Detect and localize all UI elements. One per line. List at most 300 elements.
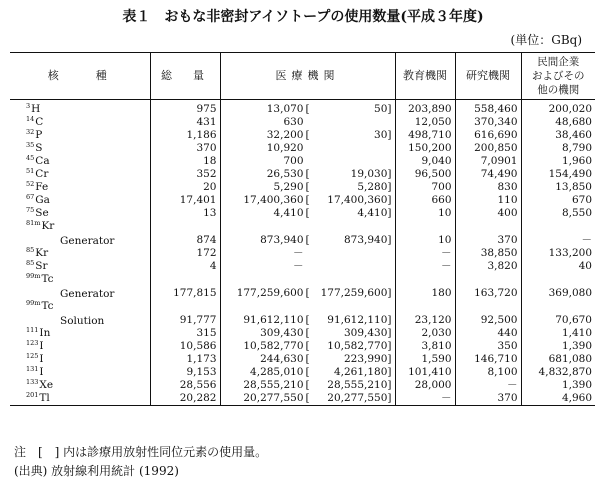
mass-number: 133 [26, 378, 39, 386]
clinical-value-wrap [327, 314, 391, 326]
medical-values [224, 116, 392, 128]
clinical-value-wrap [351, 168, 392, 180]
private-cell: 133,200 [521, 247, 595, 260]
table-header-row [10, 53, 595, 100]
clinical-bracket-inner [306, 327, 392, 339]
header-private-line: 他の機関 [537, 84, 580, 96]
total-cell: 370 [150, 142, 220, 155]
clinical-value: 19,030 [350, 168, 388, 180]
element-symbol: Tl [39, 392, 50, 404]
clinical-value-wrap [327, 379, 391, 391]
clinical-value: 223,990 [343, 353, 388, 365]
bracket-open: [ [305, 168, 310, 180]
clinical-bracket [306, 327, 392, 339]
medical-cell [220, 379, 395, 392]
clinical-value: 309,430 [343, 327, 388, 339]
element-symbol: C [35, 116, 44, 128]
clinical-value: 873,940 [343, 234, 388, 246]
header-education: 教育機関 [395, 53, 455, 100]
education-cell: 150,200 [395, 142, 455, 155]
education-cell: 101,410 [395, 366, 455, 379]
nuclide-form: Generator [60, 235, 115, 247]
table-row [10, 327, 595, 340]
research-cell: 74,490 [455, 168, 521, 181]
element-symbol: H [31, 103, 41, 115]
table-row [10, 379, 595, 392]
nuclide-name [26, 353, 44, 365]
bracket-open: [ [305, 103, 310, 115]
medical-values [224, 366, 392, 378]
medical-cell [220, 168, 395, 181]
element-symbol: Tc [41, 300, 54, 312]
medical-value: － [293, 247, 304, 259]
private-cell: 13,850 [521, 181, 595, 194]
clinical-value: 28,555,210 [327, 379, 388, 391]
medical-values [224, 392, 392, 404]
nuclide-form: Generator [60, 288, 115, 300]
clinical-value-wrap [344, 234, 392, 246]
medical-value: 177,259,600 [236, 287, 304, 299]
education-cell: 3,810 [395, 340, 455, 353]
table-row [10, 220, 595, 247]
total-cell: 10,586 [150, 340, 220, 353]
clinical-value-wrap [327, 194, 391, 206]
medical-cell [220, 273, 395, 300]
table-row [10, 366, 595, 379]
research-cell: 370 [455, 220, 521, 247]
education-cell: 700 [395, 181, 455, 194]
private-cell: 48,680 [521, 116, 595, 129]
element-symbol: P [35, 129, 43, 141]
clinical-bracket [306, 340, 392, 352]
total-cell: 18 [150, 155, 220, 168]
medical-values [224, 234, 392, 246]
table-row [10, 392, 595, 406]
bracket-close: ] [387, 181, 392, 193]
medical-values [224, 287, 392, 299]
element-symbol: Kr [35, 247, 49, 259]
medical-cell [220, 181, 395, 194]
mass-number: 75 [26, 206, 35, 214]
mass-number: 45 [26, 154, 35, 162]
table-row [10, 353, 595, 366]
clinical-value: 4,261,180 [333, 366, 388, 378]
clinical-value-wrap [327, 392, 391, 404]
bracket-close: ] [387, 340, 392, 352]
private-cell: 670 [521, 194, 595, 207]
medical-value: 5,290 [273, 181, 304, 193]
medical-values [224, 194, 392, 206]
medical-cell [220, 247, 395, 260]
nuclide-name [26, 260, 48, 272]
education-cell: 28,000 [395, 379, 455, 392]
research-cell: 558,460 [455, 100, 521, 117]
mass-number: 67 [26, 193, 35, 201]
clinical-value-wrap [357, 207, 391, 219]
header-research: 研究機関 [455, 53, 521, 100]
mass-number: 85 [26, 246, 35, 254]
clinical-value: 20,277,550 [327, 392, 388, 404]
bracket-open: [ [305, 327, 310, 339]
medical-cell [220, 142, 395, 155]
nuclide-name [26, 155, 50, 167]
bracket-open: [ [305, 287, 310, 299]
medical-values [224, 168, 392, 180]
education-cell: 203,890 [395, 100, 455, 117]
clinical-value-wrap [344, 353, 392, 365]
clinical-value: 5,280 [357, 181, 388, 193]
medical-values [224, 260, 392, 272]
medical-value: 873,940 [260, 234, 304, 246]
clinical-bracket-inner [306, 353, 392, 365]
clinical-value: 10,582,770 [327, 340, 388, 352]
medical-value: 630 [283, 116, 304, 128]
private-cell: 4,832,870 [521, 366, 595, 379]
mass-number: 32 [26, 128, 35, 136]
bracket-close: ] [387, 379, 392, 391]
medical-value: 28,555,210 [243, 379, 304, 391]
private-cell: 8,790 [521, 142, 595, 155]
table-row [10, 194, 595, 207]
bracket-open: [ [305, 314, 310, 326]
medical-value: 32,200 [266, 129, 304, 141]
research-cell: 7,0901 [455, 155, 521, 168]
medical-values [224, 207, 392, 219]
nuclide-name [26, 392, 50, 404]
bracket-close: ] [387, 366, 392, 378]
table-row [10, 300, 595, 327]
nuclide-cell [10, 392, 150, 406]
clinical-bracket-inner [306, 392, 392, 404]
education-cell: 180 [395, 273, 455, 300]
research-cell: 200,850 [455, 142, 521, 155]
element-symbol: Sr [35, 260, 48, 272]
total-cell: 17,401 [150, 194, 220, 207]
bracket-close: ] [387, 168, 392, 180]
clinical-bracket [306, 366, 392, 378]
nuclide-cell [10, 100, 150, 117]
table-row [10, 168, 595, 181]
nuclide-name [26, 273, 54, 285]
nuclide-name [26, 220, 54, 232]
bracket-open: [ [305, 194, 310, 206]
medical-values [224, 142, 392, 154]
education-cell: 10 [395, 220, 455, 247]
nuclide-name [26, 181, 48, 193]
private-cell: 369,080 [521, 273, 595, 300]
clinical-bracket-inner [306, 181, 392, 193]
medical-cell [220, 194, 395, 207]
header-medical: 医療機関 [220, 53, 395, 100]
clinical-value-wrap [334, 366, 392, 378]
bracket-open: [ [305, 234, 310, 246]
medical-values [224, 155, 392, 167]
mass-number: 85 [26, 259, 35, 267]
medical-values [224, 314, 392, 326]
clinical-bracket-inner [306, 379, 392, 391]
education-cell: 9,040 [395, 155, 455, 168]
clinical-value-wrap [374, 103, 391, 115]
bracket-close: ] [387, 353, 392, 365]
clinical-bracket [306, 181, 392, 193]
clinical-bracket [306, 379, 392, 391]
total-cell: 975 [150, 100, 220, 117]
medical-value: 10,582,770 [243, 340, 304, 352]
nuclide-name [26, 366, 44, 378]
total-cell: 20 [150, 181, 220, 194]
medical-values [224, 247, 392, 259]
total-cell: 4 [150, 260, 220, 273]
research-cell: 370,340 [455, 116, 521, 129]
medical-values [224, 340, 392, 352]
clinical-value: 91,612,110 [327, 314, 388, 326]
total-cell: 9,153 [150, 366, 220, 379]
education-cell: － [395, 260, 455, 273]
private-cell: 40 [521, 260, 595, 273]
medical-cell [220, 353, 395, 366]
nuclide-name [26, 207, 49, 219]
medical-value: 4,410 [273, 207, 304, 219]
medical-values [224, 379, 392, 391]
medical-cell [220, 392, 395, 406]
medical-value: 309,430 [260, 327, 304, 339]
clinical-bracket [306, 103, 392, 115]
element-symbol: Se [35, 207, 49, 219]
element-symbol: Ca [35, 155, 50, 167]
element-symbol: I [39, 366, 44, 378]
education-cell: 2,030 [395, 327, 455, 340]
education-cell: 23,120 [395, 300, 455, 327]
mass-number: 125 [26, 352, 39, 360]
mass-number: 81m [26, 219, 41, 227]
total-cell: 1,173 [150, 353, 220, 366]
nuclide-name [26, 168, 48, 180]
clinical-bracket [306, 392, 392, 404]
private-cell: 1,410 [521, 327, 595, 340]
element-symbol: Kr [41, 220, 55, 232]
medical-cell [220, 300, 395, 327]
element-symbol: S [35, 142, 43, 154]
element-symbol: Fe [35, 181, 49, 193]
medical-cell [220, 366, 395, 379]
research-cell: 8,100 [455, 366, 521, 379]
clinical-bracket-inner [306, 314, 392, 326]
private-cell: 70,670 [521, 300, 595, 327]
medical-cell [220, 327, 395, 340]
bracket-close: ] [387, 103, 392, 115]
research-cell: 163,720 [455, 273, 521, 300]
medical-cell [220, 220, 395, 247]
clinical-bracket-inner [306, 129, 392, 141]
nuclide-name [26, 247, 48, 259]
element-symbol: I [39, 353, 44, 365]
table-row [10, 129, 595, 142]
header-private-line: 民間企業 [537, 56, 580, 68]
private-cell: 200,020 [521, 100, 595, 117]
mass-number: 52 [26, 180, 35, 188]
table-title: 表１ おもな非密封アイソトープの使用数量(平成３年度) [122, 9, 484, 25]
private-cell: 1,390 [521, 340, 595, 353]
nuclide-name [26, 300, 54, 312]
clinical-bracket-inner [306, 234, 392, 246]
medical-cell [220, 155, 395, 168]
research-cell: 616,690 [455, 129, 521, 142]
research-cell: 400 [455, 207, 521, 220]
clinical-bracket [306, 194, 392, 206]
table-row [10, 260, 595, 273]
medical-cell [220, 116, 395, 129]
total-cell: 352 [150, 168, 220, 181]
bracket-open: [ [305, 340, 310, 352]
private-cell: 1,390 [521, 379, 595, 392]
mass-number: 3 [26, 102, 31, 110]
clinical-bracket [306, 168, 392, 180]
total-cell: 28,556 [150, 379, 220, 392]
bracket-open: [ [305, 379, 310, 391]
table-row [10, 100, 595, 117]
clinical-value: 50 [374, 103, 388, 115]
clinical-value-wrap [357, 181, 391, 193]
nuclide-name [26, 379, 53, 391]
mass-number: 14 [26, 115, 35, 123]
medical-value: 13,070 [266, 103, 304, 115]
education-cell: － [395, 247, 455, 260]
medical-cell [220, 340, 395, 353]
total-cell: 1,186 [150, 129, 220, 142]
medical-cell [220, 260, 395, 273]
education-cell: 12,050 [395, 116, 455, 129]
medical-value: 17,400,360 [243, 194, 304, 206]
nuclide-cell [10, 273, 150, 300]
bracket-close: ] [387, 327, 392, 339]
total-cell: 431 [150, 116, 220, 129]
research-cell: 38,850 [455, 247, 521, 260]
footnote: 注 [ ] 内は診療用放射性同位元素の使用量。 [14, 445, 268, 459]
private-cell: 38,460 [521, 129, 595, 142]
clinical-bracket-inner [306, 207, 392, 219]
table-row [10, 181, 595, 194]
element-symbol: Ga [35, 194, 50, 206]
clinical-value-wrap [374, 129, 391, 141]
bracket-open: [ [305, 181, 310, 193]
header-private-line: およびその [532, 70, 585, 82]
research-cell: 3,820 [455, 260, 521, 273]
isotope-usage-table [10, 52, 595, 406]
medical-value: 91,612,110 [243, 314, 304, 326]
bracket-open: [ [305, 207, 310, 219]
table-row [10, 155, 595, 168]
table-row [10, 273, 595, 300]
bracket-open: [ [305, 129, 310, 141]
clinical-bracket [306, 353, 392, 365]
nuclide-form: Solution [60, 315, 105, 327]
medical-value: 700 [283, 155, 304, 167]
total-cell: 172 [150, 247, 220, 260]
bracket-close: ] [387, 194, 392, 206]
medical-value: 10,920 [266, 142, 304, 154]
education-cell: 10 [395, 207, 455, 220]
nuclide-cell [10, 220, 150, 247]
table-body [10, 100, 595, 406]
mass-number: 99m [26, 272, 41, 280]
clinical-value-wrap [327, 340, 391, 352]
total-cell: 13 [150, 207, 220, 220]
header-nuclide: 核 種 [47, 69, 112, 82]
clinical-bracket-inner [306, 287, 392, 299]
private-cell: 681,080 [521, 353, 595, 366]
bracket-close: ] [387, 234, 392, 246]
unit-label: (単位：GBq) [510, 33, 582, 47]
medical-values [224, 353, 392, 365]
clinical-value: 177,259,600 [320, 287, 388, 299]
nuclide-name [26, 103, 40, 115]
total-cell: 315 [150, 327, 220, 340]
element-symbol: Cr [35, 168, 49, 180]
bracket-close: ] [387, 129, 392, 141]
clinical-value: 4,410 [357, 207, 388, 219]
nuclide-name [26, 142, 42, 154]
medical-value: － [293, 260, 304, 272]
source-citation: (出典) 放射線利用統計 (1992) [14, 464, 179, 478]
clinical-bracket [306, 314, 392, 326]
research-cell: 370 [455, 392, 521, 406]
research-cell: 350 [455, 340, 521, 353]
element-symbol: Xe [39, 379, 54, 391]
nuclide-name [26, 340, 44, 352]
total-cell: 91,777 [150, 300, 220, 327]
research-cell: 830 [455, 181, 521, 194]
nuclide-name [26, 327, 50, 339]
clinical-value-wrap [344, 327, 392, 339]
mass-number: 111 [26, 326, 39, 334]
private-cell: 154,490 [521, 168, 595, 181]
clinical-value: 17,400,360 [327, 194, 388, 206]
education-cell: － [395, 392, 455, 406]
nuclide-name [26, 194, 50, 206]
education-cell: 96,500 [395, 168, 455, 181]
medical-values [224, 327, 392, 339]
medical-value: 20,277,550 [243, 392, 304, 404]
clinical-bracket-inner [306, 168, 392, 180]
nuclide-name [26, 116, 43, 128]
medical-values [224, 181, 392, 193]
table-row [10, 116, 595, 129]
mass-number: 51 [26, 167, 35, 175]
clinical-bracket-inner [306, 366, 392, 378]
mass-number: 131 [26, 365, 39, 373]
medical-cell [220, 129, 395, 142]
clinical-bracket [306, 287, 392, 299]
table-row [10, 340, 595, 353]
element-symbol: In [39, 327, 51, 339]
nuclide-cell [10, 300, 150, 327]
medical-cell [220, 100, 395, 117]
total-cell: 874 [150, 220, 220, 247]
nuclide-name [26, 129, 42, 141]
total-cell: 20,282 [150, 392, 220, 406]
private-cell: 1,960 [521, 155, 595, 168]
total-cell: 177,815 [150, 273, 220, 300]
clinical-value: 30 [374, 129, 388, 141]
education-cell: 660 [395, 194, 455, 207]
header-private [521, 53, 595, 100]
element-symbol: Tc [41, 273, 54, 285]
research-cell: － [455, 379, 521, 392]
header-total: 総 量 [150, 53, 220, 100]
clinical-value-wrap [321, 287, 392, 299]
bracket-open: [ [305, 366, 310, 378]
bracket-open: [ [305, 392, 310, 404]
